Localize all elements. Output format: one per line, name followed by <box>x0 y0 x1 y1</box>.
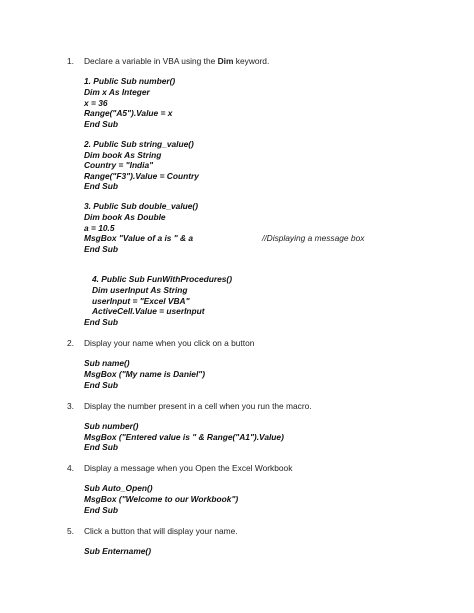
code-line: MsgBox "Value of a is " & a <box>84 233 194 243</box>
code-line: End Sub <box>84 442 118 452</box>
code-line: Sub name() <box>84 358 130 368</box>
code-line: a = 10.5 <box>84 223 115 233</box>
question-text: Display your name when you click on a button <box>84 338 255 348</box>
question-text: Declare a variable in VBA using the Dim keyword. <box>84 56 270 66</box>
code-line: 3. Public Sub double_value() <box>84 201 199 211</box>
code-line: MsgBox ("Welcome to our Workbook") <box>84 494 239 504</box>
list-number: 5. <box>67 526 74 536</box>
code-line: Dim book As String <box>84 150 162 160</box>
code-line: Dim x As Integer <box>84 87 150 97</box>
code-line: Sub Auto_Open() <box>84 483 153 493</box>
code-line: MsgBox ("Entered value is " & Range("A1").Value) <box>84 432 284 442</box>
code-line: Range("F3").Value = Country <box>84 171 199 181</box>
code-line: 4. Public Sub FunWithProcedures() <box>92 274 232 284</box>
code-line: 2. Public Sub string_value() <box>84 139 194 149</box>
code-line: x = 36 <box>84 98 108 108</box>
list-number: 3. <box>67 401 74 411</box>
code-comment: //Displaying a message box <box>262 233 365 243</box>
code-line: userInput = "Excel VBA" <box>92 296 190 306</box>
code-line: End Sub <box>84 317 118 327</box>
code-line: Sub Entername() <box>84 546 152 556</box>
code-line: MsgBox ("My name is Daniel") <box>84 369 206 379</box>
code-line: End Sub <box>84 119 118 129</box>
code-line: End Sub <box>84 505 118 515</box>
list-number: 4. <box>67 463 74 473</box>
code-line: Sub number() <box>84 421 139 431</box>
code-line: Country = "India" <box>84 160 154 170</box>
code-line: End Sub <box>84 244 118 254</box>
code-line: ActiveCell.Value = userInput <box>92 306 205 316</box>
code-line: Range("A5").Value = x <box>84 108 173 118</box>
code-line: End Sub <box>84 181 118 191</box>
question-text: Click a button that will display your name. <box>84 526 238 536</box>
list-number: 2. <box>67 338 74 348</box>
code-line: Dim book As Double <box>84 212 166 222</box>
question-text: Display a message when you Open the Excel Workbook <box>84 463 293 473</box>
code-line: End Sub <box>84 380 118 390</box>
code-line: Dim userInput As String <box>92 285 188 295</box>
code-line: 1. Public Sub number() <box>84 76 176 86</box>
question-text: Display the number present in a cell when you run the macro. <box>84 401 312 411</box>
list-number: 1. <box>67 56 74 66</box>
